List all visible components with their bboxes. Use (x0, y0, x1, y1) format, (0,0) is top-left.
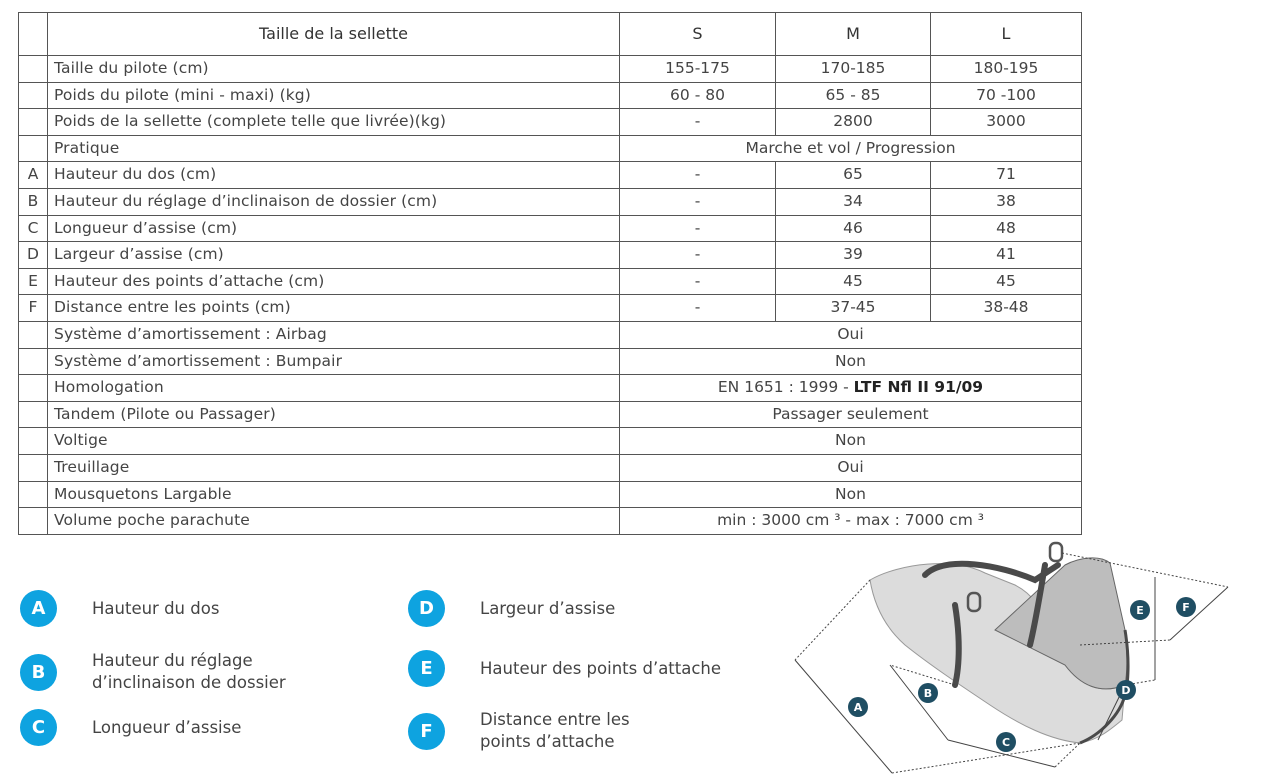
row-letter (19, 428, 48, 455)
row-label: Tandem (Pilote ou Passager) (48, 401, 620, 428)
table-row (19, 321, 1082, 348)
legend-item-d (408, 590, 615, 627)
row-letter (19, 82, 48, 109)
row-label: Largeur d’assise (cm) (48, 242, 620, 269)
row-letter: D (19, 242, 48, 269)
value-size-m: 45 (776, 268, 931, 295)
value-size-s: 155-175 (620, 56, 776, 83)
row-letter (19, 321, 48, 348)
row-label: Hauteur du dos (cm) (48, 162, 620, 189)
row-label: Poids de la sellette (complete telle que livrée)(kg) (48, 109, 620, 136)
svg-text:B: B (923, 687, 933, 700)
row-label: Longueur d’assise (cm) (48, 215, 620, 242)
row-merged-text: Passager seulement (772, 404, 929, 423)
svg-text:E: E (1136, 604, 1144, 617)
table-row (19, 56, 1082, 83)
table-row (19, 215, 1082, 242)
row-label: Voltige (48, 428, 620, 455)
row-label: Système d’amortissement : Bumpair (48, 348, 620, 375)
header-size-m: M (776, 13, 931, 56)
legend-badge-f: F (408, 713, 445, 750)
value-size-s: 60 - 80 (620, 82, 776, 109)
row-letter (19, 109, 48, 136)
carabiner-right (1050, 543, 1062, 561)
value-size-m: 65 (776, 162, 931, 189)
svg-text:A: A (853, 701, 863, 714)
value-size-s: - (620, 162, 776, 189)
value-size-l: 180-195 (931, 56, 1082, 83)
row-letter (19, 401, 48, 428)
value-size-l: 38 (931, 188, 1082, 215)
row-letter (19, 481, 48, 508)
row-letter (19, 348, 48, 375)
row-label: Hauteur des points d’attache (cm) (48, 268, 620, 295)
value-size-m: 37-45 (776, 295, 931, 322)
legend-text-d: Largeur d’assise (480, 598, 616, 618)
legend-item-f (408, 709, 630, 753)
row-letter: F (19, 295, 48, 322)
row-label: Système d’amortissement : Airbag (48, 321, 620, 348)
table-row (19, 295, 1082, 322)
table-row (19, 109, 1082, 136)
table-row (19, 348, 1082, 375)
row-merged-value (620, 375, 1082, 402)
row-merged-value (620, 428, 1082, 455)
value-size-m: 170-185 (776, 56, 931, 83)
dim-badge-b (918, 683, 938, 703)
legend-text-f: Distance entre les points d’attache (480, 710, 630, 751)
row-merged-text: min : 3000 cm ³ - max : 7000 cm ³ (717, 511, 984, 530)
row-letter (19, 56, 48, 83)
dim-badge-d (1116, 680, 1136, 700)
spec-table (18, 12, 1082, 535)
value-size-l: 41 (931, 242, 1082, 269)
row-merged-value (620, 508, 1082, 535)
value-size-s: - (620, 268, 776, 295)
row-merged-text: Non (835, 484, 866, 503)
value-size-m: 34 (776, 188, 931, 215)
value-size-m: 46 (776, 215, 931, 242)
value-size-l: 45 (931, 268, 1082, 295)
table-row (19, 401, 1082, 428)
legend-text-e: Hauteur des points d’attache (480, 658, 722, 678)
row-merged-value (620, 321, 1082, 348)
row-merged-text: EN 1651 : 1999 - (717, 378, 854, 397)
row-merged-value (620, 481, 1082, 508)
row-letter: B (19, 188, 48, 215)
table-row (19, 454, 1082, 481)
row-merged-text: Non (835, 431, 866, 450)
row-letter (19, 508, 48, 535)
value-size-m: 2800 (776, 109, 931, 136)
row-label: Mousquetons Largable (48, 481, 620, 508)
row-label: Treuillage (48, 454, 620, 481)
legend-badge-c: C (20, 709, 57, 746)
row-label: Hauteur du réglage d’inclinaison de dossier (cm) (48, 188, 620, 215)
row-label: Volume poche parachute (48, 508, 620, 535)
svg-text:C: C (1001, 736, 1011, 749)
table-row (19, 268, 1082, 295)
table-row (19, 508, 1082, 535)
row-letter: E (19, 268, 48, 295)
legend-item-e (408, 650, 721, 687)
table-header-row (19, 13, 1082, 56)
table-row (19, 188, 1082, 215)
dim-badge-a (848, 697, 868, 717)
row-label: Taille du pilote (cm) (48, 56, 620, 83)
legend-text-c: Longueur d’assise (92, 717, 242, 737)
legend-item-a (20, 590, 219, 627)
harness-diagram (780, 535, 1250, 780)
header-label: Taille de la sellette (48, 13, 620, 56)
legend-badge-d: D (408, 590, 445, 627)
value-size-s: - (620, 188, 776, 215)
row-merged-text: Oui (837, 457, 864, 476)
table-row (19, 375, 1082, 402)
header-size-s: S (620, 13, 776, 56)
legend-text-a: Hauteur du dos (92, 598, 220, 618)
row-merged-text: Oui (837, 324, 864, 343)
value-size-l: 70 -100 (931, 82, 1082, 109)
value-size-l: 3000 (931, 109, 1082, 136)
table-row (19, 428, 1082, 455)
header-blank-cell (19, 13, 48, 56)
row-merged-text: Non (835, 351, 866, 370)
row-merged-value (620, 348, 1082, 375)
dim-badge-f (1176, 597, 1196, 617)
table-row (19, 82, 1082, 109)
table-row (19, 135, 1082, 162)
table-row (19, 481, 1082, 508)
row-letter (19, 375, 48, 402)
value-size-l: 38-48 (931, 295, 1082, 322)
legend-badge-b: B (20, 654, 57, 691)
row-merged-text: Marche et vol / Progression (745, 138, 956, 157)
row-merged-value (620, 454, 1082, 481)
row-label: Poids du pilote (mini - maxi) (kg) (48, 82, 620, 109)
row-merged-bold-text: LTF Nfl II 91/09 (853, 378, 984, 397)
dim-badge-e (1130, 600, 1150, 620)
header-size-l: L (931, 13, 1082, 56)
row-merged-value (620, 401, 1082, 428)
row-letter: A (19, 162, 48, 189)
dim-badge-c (996, 732, 1016, 752)
value-size-m: 39 (776, 242, 931, 269)
row-letter (19, 454, 48, 481)
svg-text:F: F (1182, 601, 1190, 614)
legend-item-b (20, 650, 286, 694)
legend-badge-a: A (20, 590, 57, 627)
legend-badge-e: E (408, 650, 445, 687)
row-letter: C (19, 215, 48, 242)
value-size-m: 65 - 85 (776, 82, 931, 109)
row-label: Homologation (48, 375, 620, 402)
value-size-s: - (620, 215, 776, 242)
svg-text:D: D (1121, 684, 1131, 697)
table-row (19, 162, 1082, 189)
value-size-l: 48 (931, 215, 1082, 242)
row-merged-value (620, 135, 1082, 162)
value-size-s: - (620, 295, 776, 322)
value-size-s: - (620, 242, 776, 269)
row-label: Pratique (48, 135, 620, 162)
value-size-l: 71 (931, 162, 1082, 189)
row-label: Distance entre les points (cm) (48, 295, 620, 322)
legend-text-b: Hauteur du réglage d’inclinaison de dossier (92, 651, 286, 692)
row-letter (19, 135, 48, 162)
table-row (19, 242, 1082, 269)
legend-item-c (20, 709, 241, 746)
value-size-s: - (620, 109, 776, 136)
